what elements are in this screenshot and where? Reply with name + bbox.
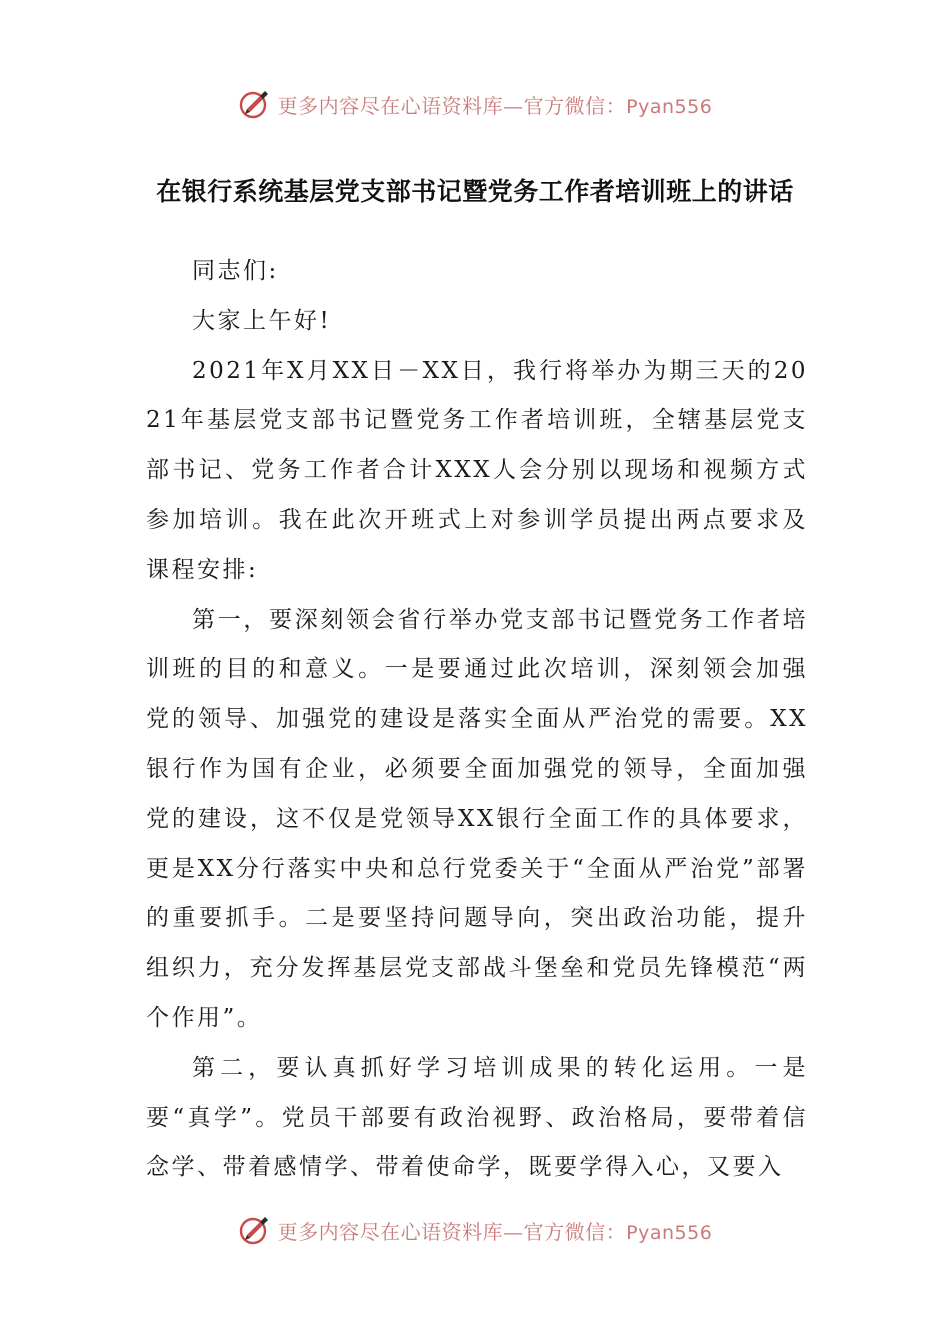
document-body bbox=[146, 247, 808, 1193]
paragraph-greeting: 大家上午好! bbox=[192, 307, 332, 334]
paragraph-intro: 2021年X月XX日－XX日，我行将举办为期三天的2021年基层党支部书记暨党务工作者培训班，全辖基层党支部书记、党务工作者合计XXX人会分别以现场和视频方式参加培训。我在此次开班式上对参训学员提出两点要求及课程安排: bbox=[146, 357, 808, 583]
watermark-banner-top bbox=[0, 84, 950, 124]
banner-text: 更多内容尽在心语资料库—官方微信： bbox=[277, 93, 627, 118]
paragraph-first-point: 第一，要深刻领会省行举办党支部书记暨党务工作者培训班的目的和意义。一是要通过此次培训，深刻领会加强党的领导、加强党的建设是落实全面从严治党的需要。XX银行作为国有企业，必须要全面加强党的领导，全面加强党的建设，这不仅是党领导XX银行全面工作的具体要求，更是XX分行落实中央和总行党委关于“全面从严治党”部署的重要抓手。二是要坚持问题导向，突出政治功能，提升组织力，充分发挥基层党支部战斗堡垒和党员先锋模范“两个作用”。 bbox=[146, 606, 808, 1031]
pen-logo-icon bbox=[238, 87, 272, 121]
paragraph-second-point: 第二，要认真抓好学习培训成果的转化运用。一是要“真学”。党员干部要有政治视野、政治格局，要带着信念学、带着感情学、带着使命学，既要学得入心，又要入 bbox=[146, 1054, 808, 1181]
pen-logo-icon bbox=[238, 1213, 272, 1247]
banner-text: 更多内容尽在心语资料库—官方微信： bbox=[277, 1219, 627, 1244]
banner-wechat-id: Pyan556 bbox=[626, 1221, 713, 1244]
document-title: 在银行系统基层党支部书记暨党务工作者培训班上的讲话 bbox=[156, 177, 794, 206]
paragraph-salutation: 同志们: bbox=[192, 258, 279, 284]
watermark-banner-bottom bbox=[0, 1210, 950, 1250]
banner-wechat-id: Pyan556 bbox=[626, 95, 713, 118]
